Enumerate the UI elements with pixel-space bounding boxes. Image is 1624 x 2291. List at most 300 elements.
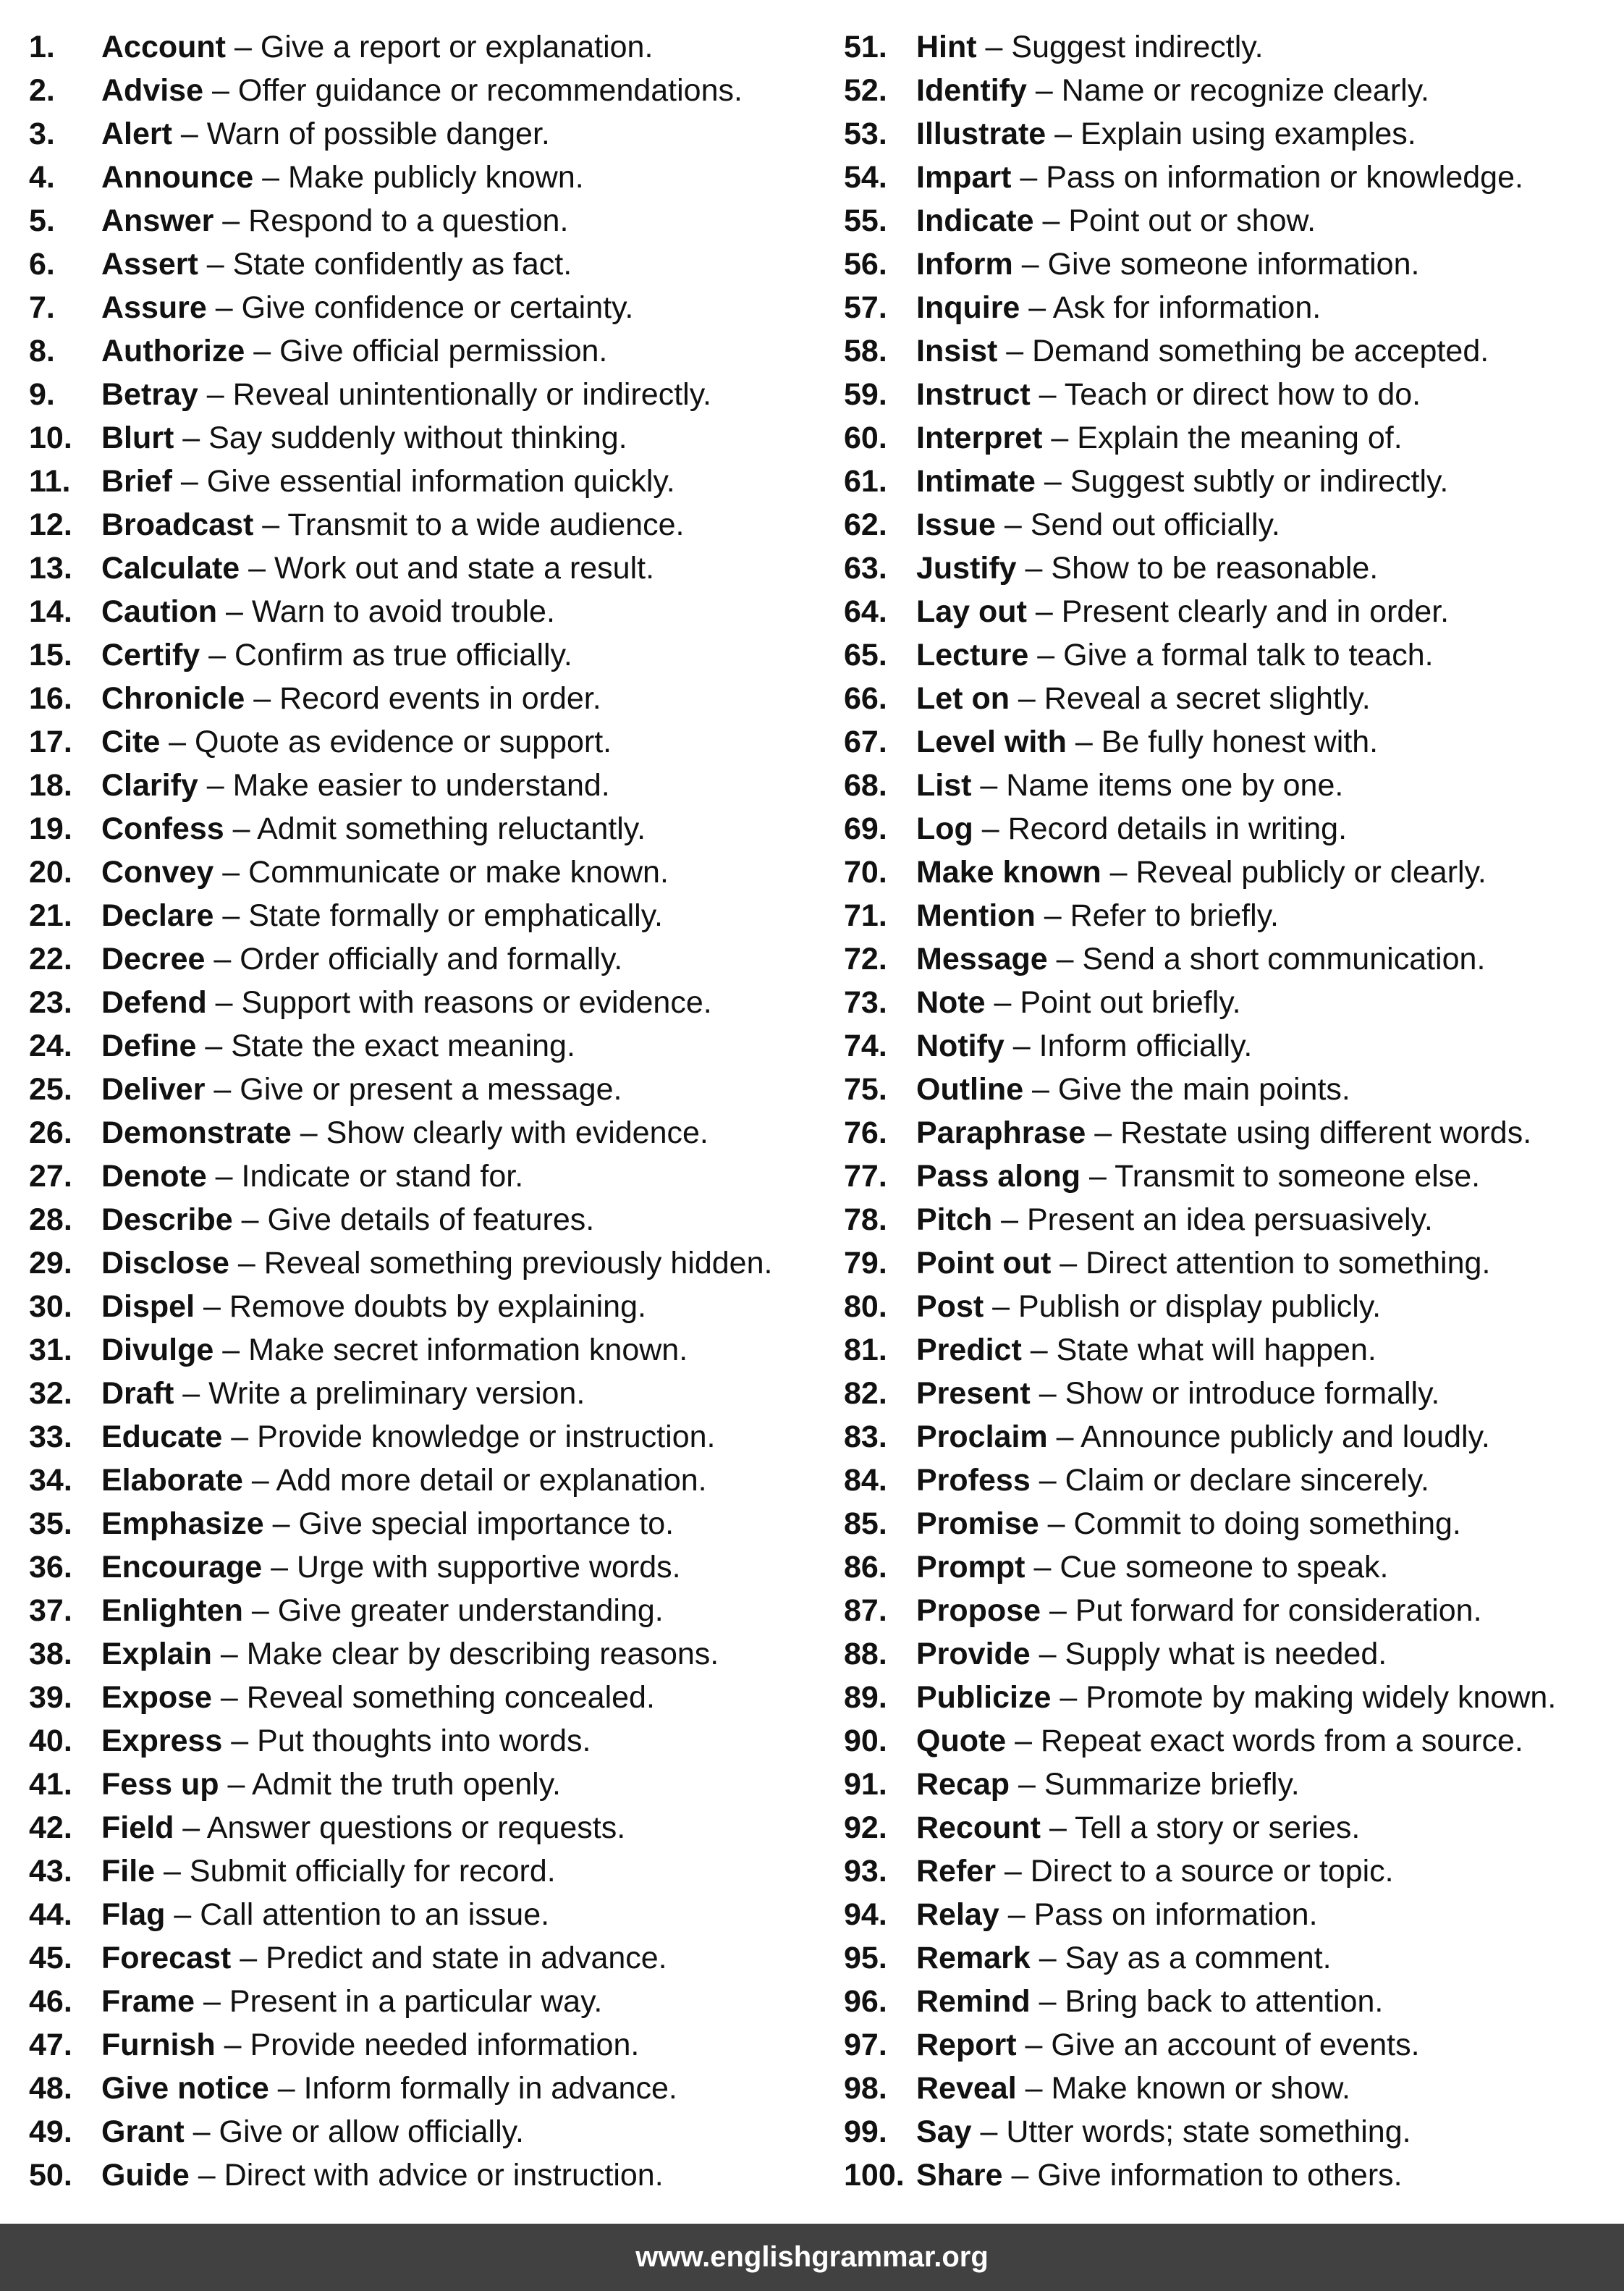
list-item xyxy=(844,1980,1611,2023)
item-word: Refer xyxy=(916,1854,996,1889)
item-number: 33. xyxy=(29,1419,72,1454)
item-definition: Reveal unintentionally or indirectly. xyxy=(232,377,711,412)
item-word: Lecture xyxy=(916,638,1029,672)
item-definition: Give or allow officially. xyxy=(219,2114,524,2149)
item-text xyxy=(101,1372,585,1415)
item-word: Identify xyxy=(916,73,1027,108)
item-word: Log xyxy=(916,811,973,846)
item-separator: – xyxy=(1101,855,1136,890)
list-item xyxy=(844,1806,1611,1849)
list-item xyxy=(844,894,1611,937)
item-word: Grant xyxy=(101,2114,185,2149)
list-item xyxy=(29,1024,811,1068)
item-text xyxy=(916,416,1403,460)
item-number: 71. xyxy=(844,898,887,933)
list-item xyxy=(29,1328,811,1372)
item-text xyxy=(916,242,1419,286)
list-item xyxy=(29,2110,811,2153)
item-separator: – xyxy=(213,203,249,238)
item-word: Enlighten xyxy=(101,1593,243,1628)
item-separator: – xyxy=(1006,1723,1041,1758)
list-item xyxy=(29,1155,811,1198)
item-separator: – xyxy=(1011,160,1046,195)
list-item xyxy=(844,2153,1611,2197)
list-item xyxy=(844,69,1611,112)
item-text xyxy=(916,1936,1332,1980)
item-definition: State confidently as fact. xyxy=(232,247,572,282)
list-item xyxy=(844,329,1611,373)
list-item xyxy=(29,764,811,807)
item-definition: Teach or direct how to do. xyxy=(1064,377,1421,412)
item-number: 52. xyxy=(844,73,887,108)
item-word: Answer xyxy=(101,203,214,238)
list-item xyxy=(29,981,811,1024)
item-number: 19. xyxy=(29,811,72,846)
list-item xyxy=(29,1632,811,1676)
item-separator: – xyxy=(174,1810,207,1845)
item-number: 94. xyxy=(844,1897,887,1932)
item-word: Fess up xyxy=(101,1767,219,1802)
item-word: Publicize xyxy=(916,1680,1052,1715)
item-text xyxy=(916,329,1489,373)
item-number: 6. xyxy=(29,247,55,282)
item-text xyxy=(101,720,612,764)
item-number: 24. xyxy=(29,1029,72,1063)
item-word: Lay out xyxy=(916,594,1027,629)
item-number: 66. xyxy=(844,681,887,716)
item-word: Broadcast xyxy=(101,507,254,542)
list-item xyxy=(844,156,1611,199)
item-definition: Pass on information or knowledge. xyxy=(1046,160,1523,195)
item-number: 54. xyxy=(844,160,887,195)
item-number: 92. xyxy=(844,1810,887,1845)
item-definition: State what will happen. xyxy=(1056,1333,1376,1367)
list-item xyxy=(29,460,811,503)
item-text xyxy=(916,1980,1383,2023)
item-word: Impart xyxy=(916,160,1012,195)
item-word: Disclose xyxy=(101,1246,229,1280)
list-item xyxy=(844,937,1611,981)
list-item xyxy=(844,1763,1611,1806)
item-separator: – xyxy=(971,768,1007,803)
item-definition: Indicate or stand for. xyxy=(241,1159,524,1194)
item-definition: Claim or declare sincerely. xyxy=(1065,1463,1429,1498)
item-word: Frame xyxy=(101,1984,195,2019)
item-number: 72. xyxy=(844,942,887,976)
item-definition: Give the main points. xyxy=(1057,1072,1350,1107)
item-word: Draft xyxy=(101,1376,174,1411)
list-item xyxy=(844,112,1611,156)
item-number: 28. xyxy=(29,1202,72,1237)
item-separator: – xyxy=(1046,117,1081,151)
item-definition: Show clearly with evidence. xyxy=(326,1115,709,1150)
list-item xyxy=(844,1285,1611,1328)
list-item xyxy=(29,286,811,329)
item-text xyxy=(916,1024,1252,1068)
item-number: 21. xyxy=(29,898,72,933)
item-separator: – xyxy=(1020,290,1053,325)
item-text xyxy=(101,1502,674,1545)
item-text xyxy=(916,1372,1439,1415)
list-item xyxy=(844,242,1611,286)
item-separator: – xyxy=(198,377,233,412)
list-item xyxy=(29,329,811,373)
list-item xyxy=(29,1763,811,1806)
item-text xyxy=(916,1415,1490,1459)
item-number: 35. xyxy=(29,1506,72,1541)
item-text xyxy=(916,25,1264,69)
list-item xyxy=(844,199,1611,242)
item-word: Explain xyxy=(101,1637,212,1671)
item-number: 75. xyxy=(844,1072,887,1107)
item-word: Demonstrate xyxy=(101,1115,292,1150)
item-word: Guide xyxy=(101,2158,190,2193)
item-text xyxy=(916,1632,1387,1676)
item-definition: Pass on information. xyxy=(1033,1897,1318,1932)
item-definition: Demand something be accepted. xyxy=(1032,334,1489,368)
item-separator: – xyxy=(1047,942,1083,976)
item-word: Chronicle xyxy=(101,681,245,716)
item-separator: – xyxy=(1030,377,1065,412)
item-definition: Repeat exact words from a source. xyxy=(1041,1723,1523,1758)
item-definition: Admit the truth openly. xyxy=(251,1767,561,1802)
item-separator: – xyxy=(203,73,238,108)
item-separator: – xyxy=(1035,898,1070,933)
item-text xyxy=(101,1980,602,2023)
item-number: 41. xyxy=(29,1767,72,1802)
item-word: Indicate xyxy=(916,203,1034,238)
item-definition: Present clearly and in order. xyxy=(1061,594,1450,629)
item-word: Say xyxy=(916,2114,972,2149)
item-separator: – xyxy=(1035,464,1070,499)
item-definition: Call attention to an issue. xyxy=(200,1897,550,1932)
list-item xyxy=(844,1545,1611,1589)
item-definition: Quote as evidence or support. xyxy=(195,725,612,759)
list-item xyxy=(29,416,811,460)
item-word: Present xyxy=(916,1376,1031,1411)
item-separator: – xyxy=(1002,2158,1038,2193)
item-number: 17. xyxy=(29,725,72,759)
item-text xyxy=(101,677,601,720)
item-word: Brief xyxy=(101,464,172,499)
item-text xyxy=(916,1676,1556,1719)
list-item xyxy=(844,25,1611,69)
item-separator: – xyxy=(242,1463,276,1498)
item-definition: Order officially and formally. xyxy=(240,942,623,976)
list-item xyxy=(844,1589,1611,1632)
list-item xyxy=(844,1372,1611,1415)
list-item xyxy=(29,590,811,633)
item-number: 67. xyxy=(844,725,887,759)
item-word: Remind xyxy=(916,1984,1031,2019)
item-definition: Give special importance to. xyxy=(298,1506,674,1541)
item-separator: – xyxy=(1042,421,1078,455)
item-word: Post xyxy=(916,1289,984,1324)
item-text xyxy=(101,1198,594,1241)
item-text xyxy=(916,1459,1429,1502)
item-definition: Refer to briefly. xyxy=(1070,898,1279,933)
item-word: Decree xyxy=(101,942,206,976)
item-definition: State the exact meaning. xyxy=(231,1029,575,1063)
item-word: Alert xyxy=(101,117,172,151)
item-number: 36. xyxy=(29,1550,72,1585)
item-text xyxy=(101,503,684,547)
item-separator: – xyxy=(995,1854,1031,1889)
item-separator: – xyxy=(184,2114,219,2149)
item-separator: – xyxy=(995,507,1031,542)
item-separator: – xyxy=(174,1376,209,1411)
item-separator: – xyxy=(240,551,275,586)
item-separator: – xyxy=(165,1897,200,1932)
item-number: 76. xyxy=(844,1115,887,1150)
list-item xyxy=(844,373,1611,416)
item-number: 83. xyxy=(844,1419,887,1454)
item-number: 46. xyxy=(29,1984,72,2019)
item-word: Educate xyxy=(101,1419,223,1454)
item-separator: – xyxy=(224,811,258,846)
item-number: 62. xyxy=(844,507,887,542)
item-number: 14. xyxy=(29,594,72,629)
item-number: 88. xyxy=(844,1637,887,1671)
item-definition: Respond to a question. xyxy=(248,203,569,238)
item-definition: Provide knowledge or instruction. xyxy=(257,1419,716,1454)
item-word: Define xyxy=(101,1029,197,1063)
item-text xyxy=(101,547,654,590)
item-text xyxy=(101,851,669,894)
item-number: 42. xyxy=(29,1810,72,1845)
item-separator: – xyxy=(1041,1593,1075,1628)
item-separator: – xyxy=(985,985,1020,1020)
item-text xyxy=(101,25,653,69)
item-word: Reveal xyxy=(916,2071,1017,2106)
list-item xyxy=(29,1980,811,2023)
list-item xyxy=(29,1198,811,1241)
item-word: Recap xyxy=(916,1767,1010,1802)
item-number: 68. xyxy=(844,768,887,803)
item-definition: Reveal publicly or clearly. xyxy=(1135,855,1486,890)
list-item xyxy=(29,503,811,547)
list-item xyxy=(844,1719,1611,1763)
item-text xyxy=(916,1849,1394,1893)
item-number: 3. xyxy=(29,117,55,151)
list-item xyxy=(844,1632,1611,1676)
item-separator: – xyxy=(1025,1550,1060,1585)
list-item xyxy=(29,1545,811,1589)
item-separator: – xyxy=(205,1072,240,1107)
item-text xyxy=(916,1545,1388,1589)
item-number: 55. xyxy=(844,203,887,238)
item-number: 26. xyxy=(29,1115,72,1150)
item-text xyxy=(101,1806,625,1849)
item-text xyxy=(101,1328,688,1372)
item-separator: – xyxy=(1028,638,1064,672)
item-word: Elaborate xyxy=(101,1463,243,1498)
list-item xyxy=(844,1155,1611,1198)
item-word: Prompt xyxy=(916,1550,1025,1585)
item-word: Assert xyxy=(101,247,198,282)
item-word: Point out xyxy=(916,1246,1052,1280)
item-separator: – xyxy=(1030,1376,1065,1411)
item-text xyxy=(916,1155,1480,1198)
item-number: 59. xyxy=(844,377,887,412)
list-item xyxy=(844,2023,1611,2067)
item-word: Furnish xyxy=(101,2028,216,2062)
item-number: 90. xyxy=(844,1723,887,1758)
item-definition: Show to be reasonable. xyxy=(1051,551,1379,586)
item-separator: – xyxy=(172,117,207,151)
item-number: 69. xyxy=(844,811,887,846)
item-definition: Write a preliminary version. xyxy=(208,1376,585,1411)
item-number: 47. xyxy=(29,2028,72,2062)
item-number: 34. xyxy=(29,1463,72,1498)
item-text xyxy=(101,590,555,633)
item-separator: – xyxy=(200,638,235,672)
list-item xyxy=(844,981,1611,1024)
item-separator: – xyxy=(1066,725,1101,759)
item-number: 10. xyxy=(29,421,72,455)
item-text xyxy=(101,2153,664,2197)
item-number: 2. xyxy=(29,73,55,108)
list-item xyxy=(29,1068,811,1111)
item-separator: – xyxy=(1033,203,1069,238)
item-word: Clarify xyxy=(101,768,198,803)
item-number: 73. xyxy=(844,985,887,1020)
item-word: Recount xyxy=(916,1810,1041,1845)
list-item xyxy=(29,1849,811,1893)
item-word: Encourage xyxy=(101,1550,263,1585)
item-separator: – xyxy=(213,898,249,933)
list-item xyxy=(844,1849,1611,1893)
item-number: 60. xyxy=(844,421,887,455)
item-definition: Direct with advice or instruction. xyxy=(224,2158,664,2193)
item-word: Caution xyxy=(101,594,218,629)
item-text xyxy=(916,807,1347,851)
list-item xyxy=(29,1459,811,1502)
item-number: 63. xyxy=(844,551,887,586)
item-definition: Present in a particular way. xyxy=(229,1984,603,2019)
item-text xyxy=(101,1589,664,1632)
item-text xyxy=(916,1068,1350,1111)
item-definition: Announce publicly and loudly. xyxy=(1080,1419,1490,1454)
item-word: Interpret xyxy=(916,421,1043,455)
list-item xyxy=(29,2023,811,2067)
item-number: 82. xyxy=(844,1376,887,1411)
item-number: 23. xyxy=(29,985,72,1020)
item-definition: Put forward for consideration. xyxy=(1075,1593,1482,1628)
item-definition: Give details of features. xyxy=(267,1202,595,1237)
item-number: 27. xyxy=(29,1159,72,1194)
item-word: Advise xyxy=(101,73,204,108)
item-word: Assure xyxy=(101,290,207,325)
item-word: Confess xyxy=(101,811,224,846)
item-separator: – xyxy=(231,1941,266,1975)
item-number: 8. xyxy=(29,334,55,368)
item-separator: – xyxy=(215,2028,250,2062)
list-item xyxy=(29,1415,811,1459)
item-definition: Predict and state in advance. xyxy=(266,1941,667,1975)
list-item xyxy=(29,112,811,156)
item-number: 29. xyxy=(29,1246,72,1280)
item-definition: Inform officially. xyxy=(1039,1029,1253,1063)
item-definition: Present an idea persuasively. xyxy=(1026,1202,1433,1237)
item-text xyxy=(101,112,550,156)
item-separator: – xyxy=(1016,551,1052,586)
item-separator: – xyxy=(222,1419,258,1454)
item-definition: Give greater understanding. xyxy=(277,1593,664,1628)
item-number: 11. xyxy=(29,464,71,499)
item-separator: – xyxy=(1041,1810,1075,1845)
item-text xyxy=(916,1328,1376,1372)
list-item xyxy=(844,416,1611,460)
item-word: Divulge xyxy=(101,1333,214,1367)
item-text xyxy=(916,981,1241,1024)
item-text xyxy=(101,1893,549,1936)
item-number: 95. xyxy=(844,1941,887,1975)
item-separator: – xyxy=(1051,1680,1086,1715)
item-number: 5. xyxy=(29,203,55,238)
item-definition: Send a short communication. xyxy=(1082,942,1486,976)
list-item xyxy=(29,1676,811,1719)
item-word: Share xyxy=(916,2158,1003,2193)
item-text xyxy=(101,981,712,1024)
list-item xyxy=(844,1936,1611,1980)
item-separator: – xyxy=(1026,73,1062,108)
item-word: Message xyxy=(916,942,1048,976)
item-definition: Cue someone to speak. xyxy=(1060,1550,1389,1585)
item-separator: – xyxy=(217,594,252,629)
list-item xyxy=(844,1502,1611,1545)
item-definition: Ask for information. xyxy=(1052,290,1321,325)
item-number: 51. xyxy=(844,30,887,64)
item-definition: Publish or display publicly. xyxy=(1018,1289,1382,1324)
item-text xyxy=(101,2067,677,2110)
item-definition: Provide needed information. xyxy=(250,2028,640,2062)
item-word: Betray xyxy=(101,377,198,412)
item-word: Profess xyxy=(916,1463,1031,1498)
item-word: Field xyxy=(101,1810,174,1845)
item-number: 15. xyxy=(29,638,72,672)
item-text xyxy=(916,112,1416,156)
item-separator: – xyxy=(189,2158,224,2193)
item-separator: – xyxy=(174,421,209,455)
item-word: Propose xyxy=(916,1593,1041,1628)
item-word: List xyxy=(916,768,972,803)
list-item xyxy=(844,1024,1611,1068)
item-text xyxy=(101,156,584,199)
item-definition: Promote by making widely known. xyxy=(1086,1680,1557,1715)
list-item xyxy=(844,1328,1611,1372)
list-item xyxy=(844,2110,1611,2153)
item-text xyxy=(101,1024,575,1068)
item-word: Describe xyxy=(101,1202,233,1237)
item-separator: – xyxy=(291,1115,326,1150)
item-separator: – xyxy=(1039,1506,1074,1541)
item-separator: – xyxy=(160,725,195,759)
item-text xyxy=(916,2153,1403,2197)
item-number: 100. xyxy=(844,2158,905,2193)
item-separator: – xyxy=(195,1289,229,1324)
item-number: 53. xyxy=(844,117,887,151)
item-word: Inquire xyxy=(916,290,1020,325)
item-separator: – xyxy=(1026,594,1062,629)
item-separator: – xyxy=(205,942,240,976)
item-separator: – xyxy=(992,1202,1027,1237)
item-text xyxy=(101,1415,715,1459)
item-definition: Say suddenly without thinking. xyxy=(208,421,627,455)
item-text xyxy=(916,460,1448,503)
list-item xyxy=(29,1719,811,1763)
list-item xyxy=(29,1589,811,1632)
